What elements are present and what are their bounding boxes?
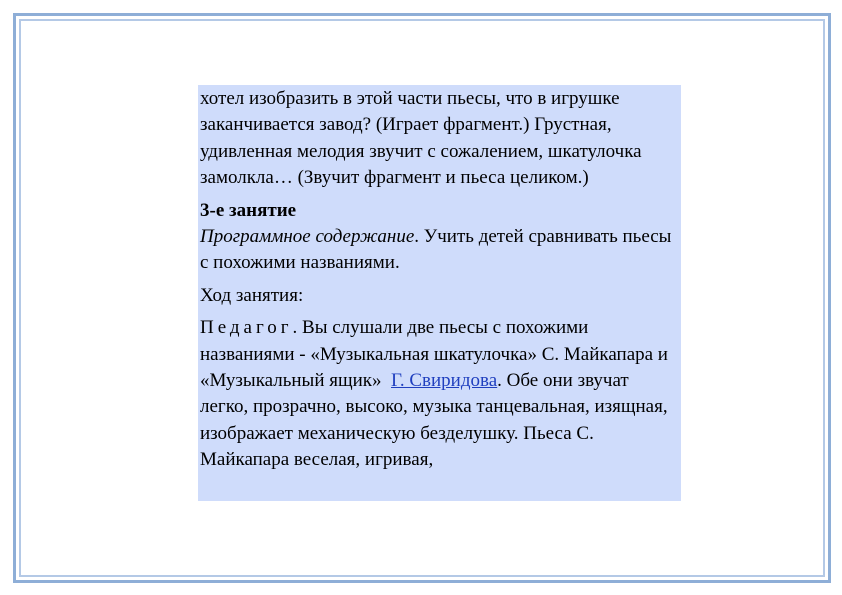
program-text: . Учить детей сравнивать пьесы с похожими названиями.: [200, 226, 672, 274]
slide-text-block: [198, 85, 681, 501]
sviridov-link[interactable]: Г. Свиридова: [391, 370, 498, 392]
lesson-heading: 3-е занятие: [200, 199, 297, 221]
teacher-text-2: . Обе они звучат легко, прозрачно, высоко, музыка танцевальная, изящная, изображает механическую безделушку. Пьеса С. Майкапара веселая, игривая,: [200, 370, 668, 471]
paragraph-teacher: [200, 315, 679, 473]
program-label: Программное содержание: [200, 226, 415, 248]
teacher-text-1: . Вы слушали две пьесы с похожими названиями - «Музыкальная шкатулочка» С. Майкапара и «Музыкальный ящик»: [200, 317, 668, 392]
teacher-label: Педагог: [200, 317, 293, 339]
paragraph-program: [200, 224, 679, 277]
paragraph-intro: хотел изобразить в этой части пьесы, что в игрушке заканчивается завод? (Играет фрагмент.) Грустная, удивленная мелодия звучит с сожалением, шкатулочка замолкла… (Звучит фрагмент и пьеса целиком.): [200, 88, 642, 189]
course-heading: Ход занятия:: [200, 284, 304, 306]
